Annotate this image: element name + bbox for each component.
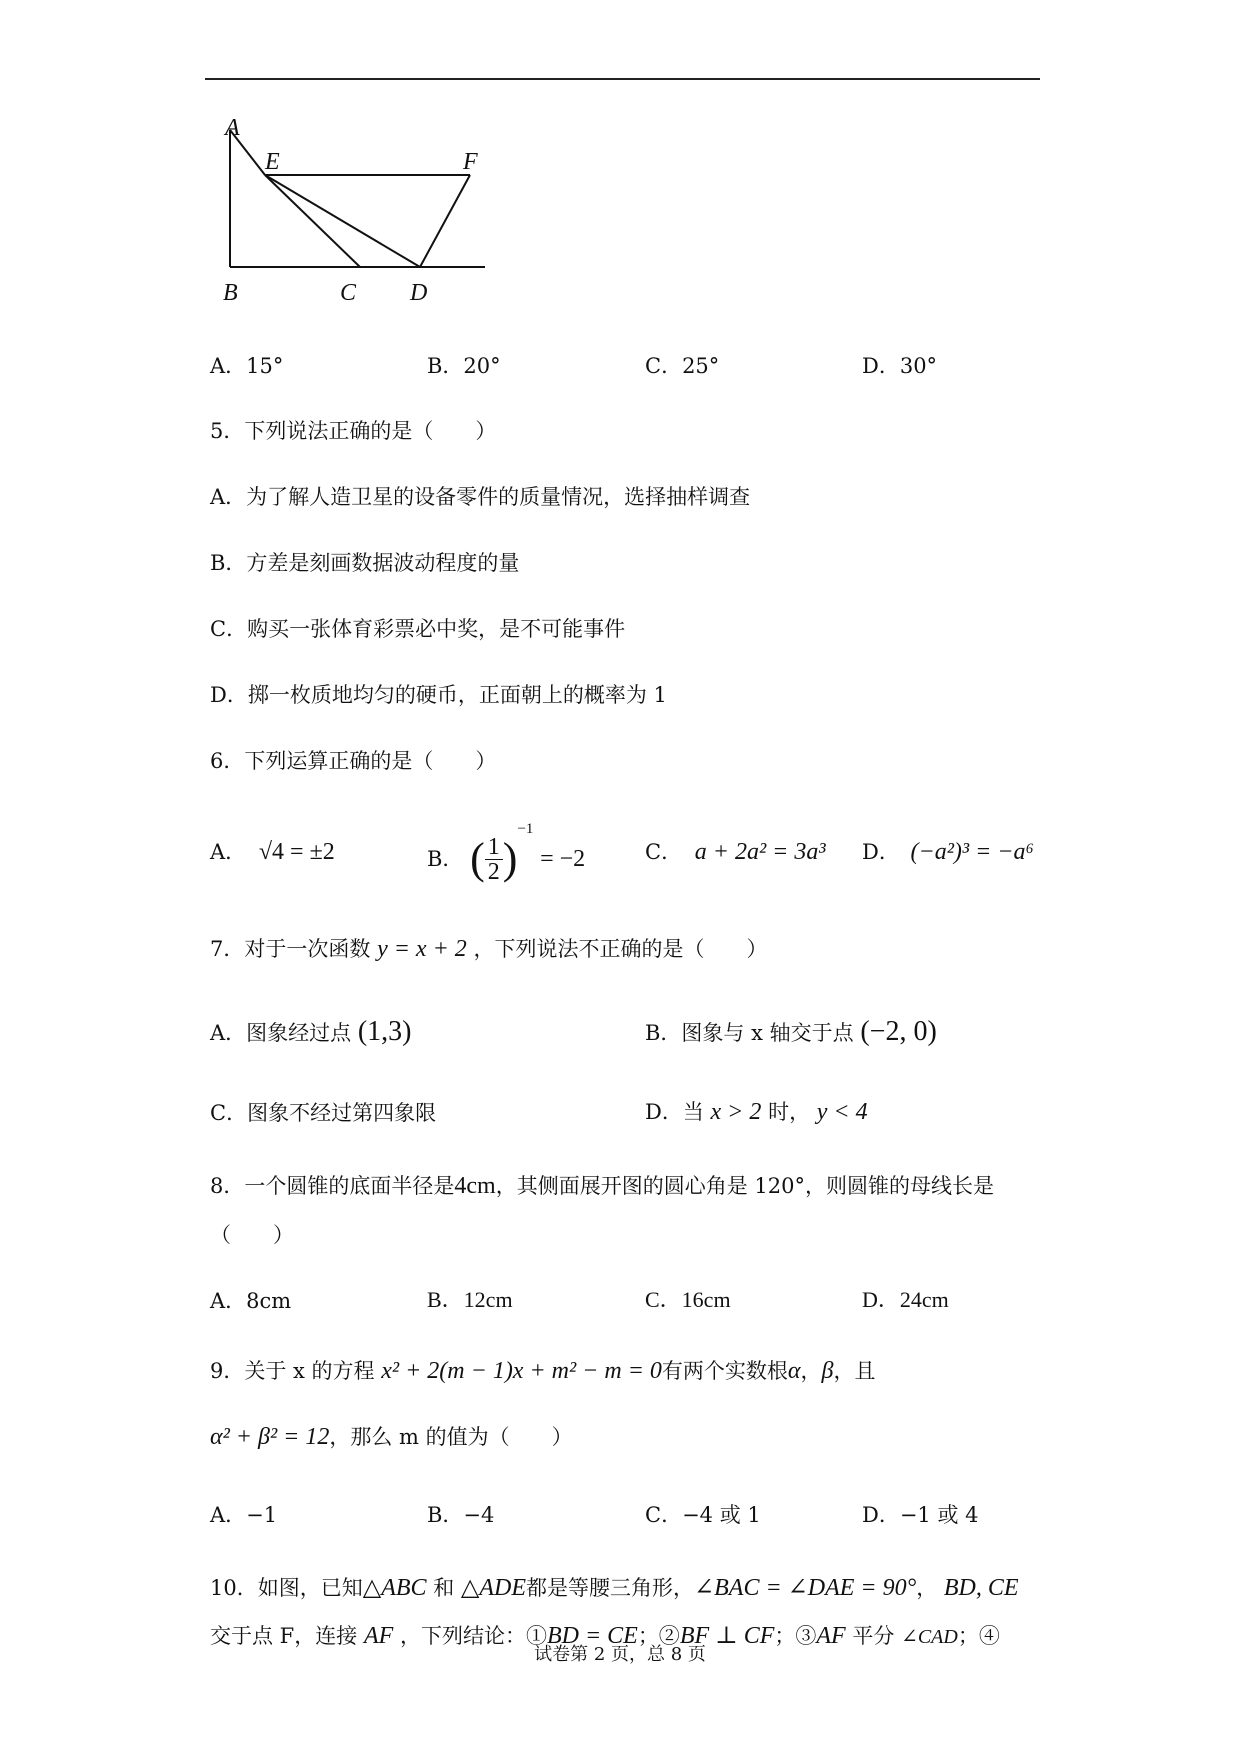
q6-option-c-label: C．	[645, 840, 683, 864]
q7-stem	[210, 935, 767, 964]
label-d: D	[410, 280, 428, 306]
q10-angle-expr: ∠BAC = ∠DAE = 90°	[694, 1575, 917, 1601]
q10-sep2: ；③	[774, 1624, 817, 1648]
q6-option-b-fraction	[485, 835, 503, 884]
q6-option-b-paren-close: )	[502, 834, 518, 884]
q9-beta: β	[821, 1358, 834, 1384]
q8-option-a: A．8cm	[210, 1289, 292, 1313]
label-b: B	[223, 280, 238, 306]
q6-option-d	[862, 838, 1034, 867]
q6-option-b-denominator: 2	[487, 859, 500, 885]
q7-option-d-text: D．当	[645, 1100, 704, 1124]
label-c: C	[340, 280, 357, 306]
q5-option-c: C．购买一张体育彩票必中奖，是不可能事件	[210, 617, 626, 641]
q10-line2-pre: 交于点 F，连接	[210, 1624, 358, 1648]
q7-stem-expr: y = x + 2	[377, 936, 467, 962]
q9-alpha: α	[787, 1358, 801, 1384]
q4-option-c: C．25°	[645, 354, 720, 378]
q9-option-d: D．−1 或 4	[862, 1503, 979, 1527]
q5-option-a: A．为了解人造卫星的设备零件的质量情况，选择抽样调查	[210, 485, 751, 509]
q4-option-d: D．30°	[862, 354, 938, 378]
q9-option-a: A．−1	[210, 1503, 278, 1527]
q10-af: AF	[363, 1623, 394, 1649]
q10-tri1: △ABC	[362, 1575, 427, 1601]
q8-option-d: D．24cm	[862, 1287, 949, 1312]
q9-comma: ，	[800, 1359, 822, 1383]
q5-stem: 5．下列说法正确的是（ ）	[210, 419, 497, 443]
q7-option-a-expr: (1,3)	[357, 1016, 412, 1047]
q6-option-b	[427, 820, 585, 886]
header-rule	[205, 78, 1040, 80]
segment-ec	[265, 175, 360, 267]
q7-option-b-expr: (−2, 0)	[860, 1016, 937, 1047]
q9-stem	[210, 1357, 875, 1386]
q10-line1-comma: ，	[916, 1576, 938, 1600]
q9-stem-mid: 有两个实数根	[661, 1359, 788, 1383]
q9-stem-line2	[210, 1423, 573, 1452]
q8-option-b: B．12cm	[427, 1287, 513, 1312]
q6-option-b-label: B．	[427, 846, 464, 871]
q8-stem-line2: （ ）	[210, 1223, 294, 1247]
q10-line1-mid: 都是等腰三角形，	[526, 1576, 695, 1600]
q6-option-b-numerator: 1	[485, 835, 503, 860]
q6-option-d-expr: (−a²)³ = −a⁶	[910, 839, 1034, 865]
q10-conclusion-3c: ∠CAD	[901, 1626, 958, 1648]
q9-option-c: C．−4 或 1	[645, 1503, 761, 1527]
q9-stem-expr: x² + 2(m − 1)x + m² − m = 0	[381, 1358, 662, 1384]
q10-sep1: ；②	[637, 1624, 680, 1648]
q8-stem-pre: 8．一个圆锥的底面半径是	[210, 1174, 455, 1198]
q6-option-a-label: A．	[210, 840, 247, 864]
q10-conclusion-3b: 平分	[852, 1624, 895, 1648]
q10-line1	[210, 1574, 1019, 1603]
q9-option-b: B．−4	[427, 1503, 495, 1527]
q7-option-d-text2: 时，	[768, 1100, 811, 1124]
q7-stem-post: ，下列说法不正确的是（ ）	[473, 937, 768, 961]
q10-tri2: △ADE	[460, 1575, 527, 1601]
q6-option-b-rhs: = −2	[540, 846, 586, 873]
q10-conclusion-2: BF ⊥ CF	[679, 1623, 775, 1649]
segment-ed	[265, 175, 420, 267]
q7-option-d	[645, 1098, 868, 1127]
q10-line2-mid: ，下列结论：①	[399, 1624, 547, 1648]
q7-option-d-expr1: x > 2	[710, 1099, 762, 1125]
q5-option-b: B．方差是刻画数据波动程度的量	[210, 551, 520, 575]
label-e: E	[265, 149, 280, 175]
q6-option-b-paren-open: (	[470, 834, 485, 884]
q9-line2-expr: α² + β² = 12	[210, 1424, 330, 1450]
q6-option-a-expr: √4 = ±2	[258, 839, 335, 865]
q7-option-b-text: B．图象与 x 轴交于点	[645, 1021, 854, 1045]
q9-line2-text: ，那么 m 的值为（ ）	[329, 1425, 573, 1449]
q7-option-a-text: A．图象经过点	[210, 1021, 352, 1045]
q7-stem-pre: 7．对于一次函数	[210, 937, 371, 961]
q10-sep3: ；④	[957, 1624, 1000, 1648]
q7-option-a	[210, 1015, 412, 1049]
q10-conclusion-3a: AF	[816, 1623, 846, 1649]
q6-option-c	[645, 838, 826, 867]
label-a: A	[225, 115, 240, 141]
q6-option-a	[210, 838, 335, 867]
segment-fd	[420, 175, 470, 267]
q7-option-b	[645, 1015, 937, 1049]
q10-line1-pre: 10．如图，已知	[210, 1576, 363, 1600]
q4-option-a: A．15°	[210, 354, 284, 378]
page-footer: 试卷第 2 页，总 8 页	[534, 1644, 706, 1665]
q10-line1-end: BD, CE	[943, 1575, 1019, 1601]
q8-option-c: C．16cm	[645, 1287, 731, 1312]
label-f: F	[463, 149, 478, 175]
q10-and: 和	[433, 1576, 455, 1600]
q9-stem-end: ，且	[833, 1359, 876, 1383]
q6-option-d-label: D．	[862, 840, 900, 864]
q9-stem-pre: 9．关于 x 的方程	[210, 1359, 375, 1383]
geometry-figure	[215, 115, 490, 315]
q6-option-c-expr: a + 2a² = 3a³	[694, 839, 826, 865]
q7-option-c: C．图象不经过第四象限	[210, 1101, 437, 1125]
q6-option-b-exponent: −1	[517, 821, 534, 837]
q5-option-d: D．掷一枚质地均匀的硬币，正面朝上的概率为 1	[210, 683, 667, 707]
q4-option-b: B．20°	[427, 354, 501, 378]
q6-stem: 6．下列运算正确的是（ ）	[210, 749, 497, 773]
q8-stem-expr: 4cm	[454, 1173, 496, 1199]
q8-stem	[210, 1172, 994, 1201]
q7-option-d-expr2: y < 4	[816, 1099, 868, 1125]
q10-conclusion-1: BD = CE	[546, 1623, 638, 1649]
q8-stem-post: ，其侧面展开图的圆心角是 120°，则圆锥的母线长是	[495, 1174, 994, 1198]
